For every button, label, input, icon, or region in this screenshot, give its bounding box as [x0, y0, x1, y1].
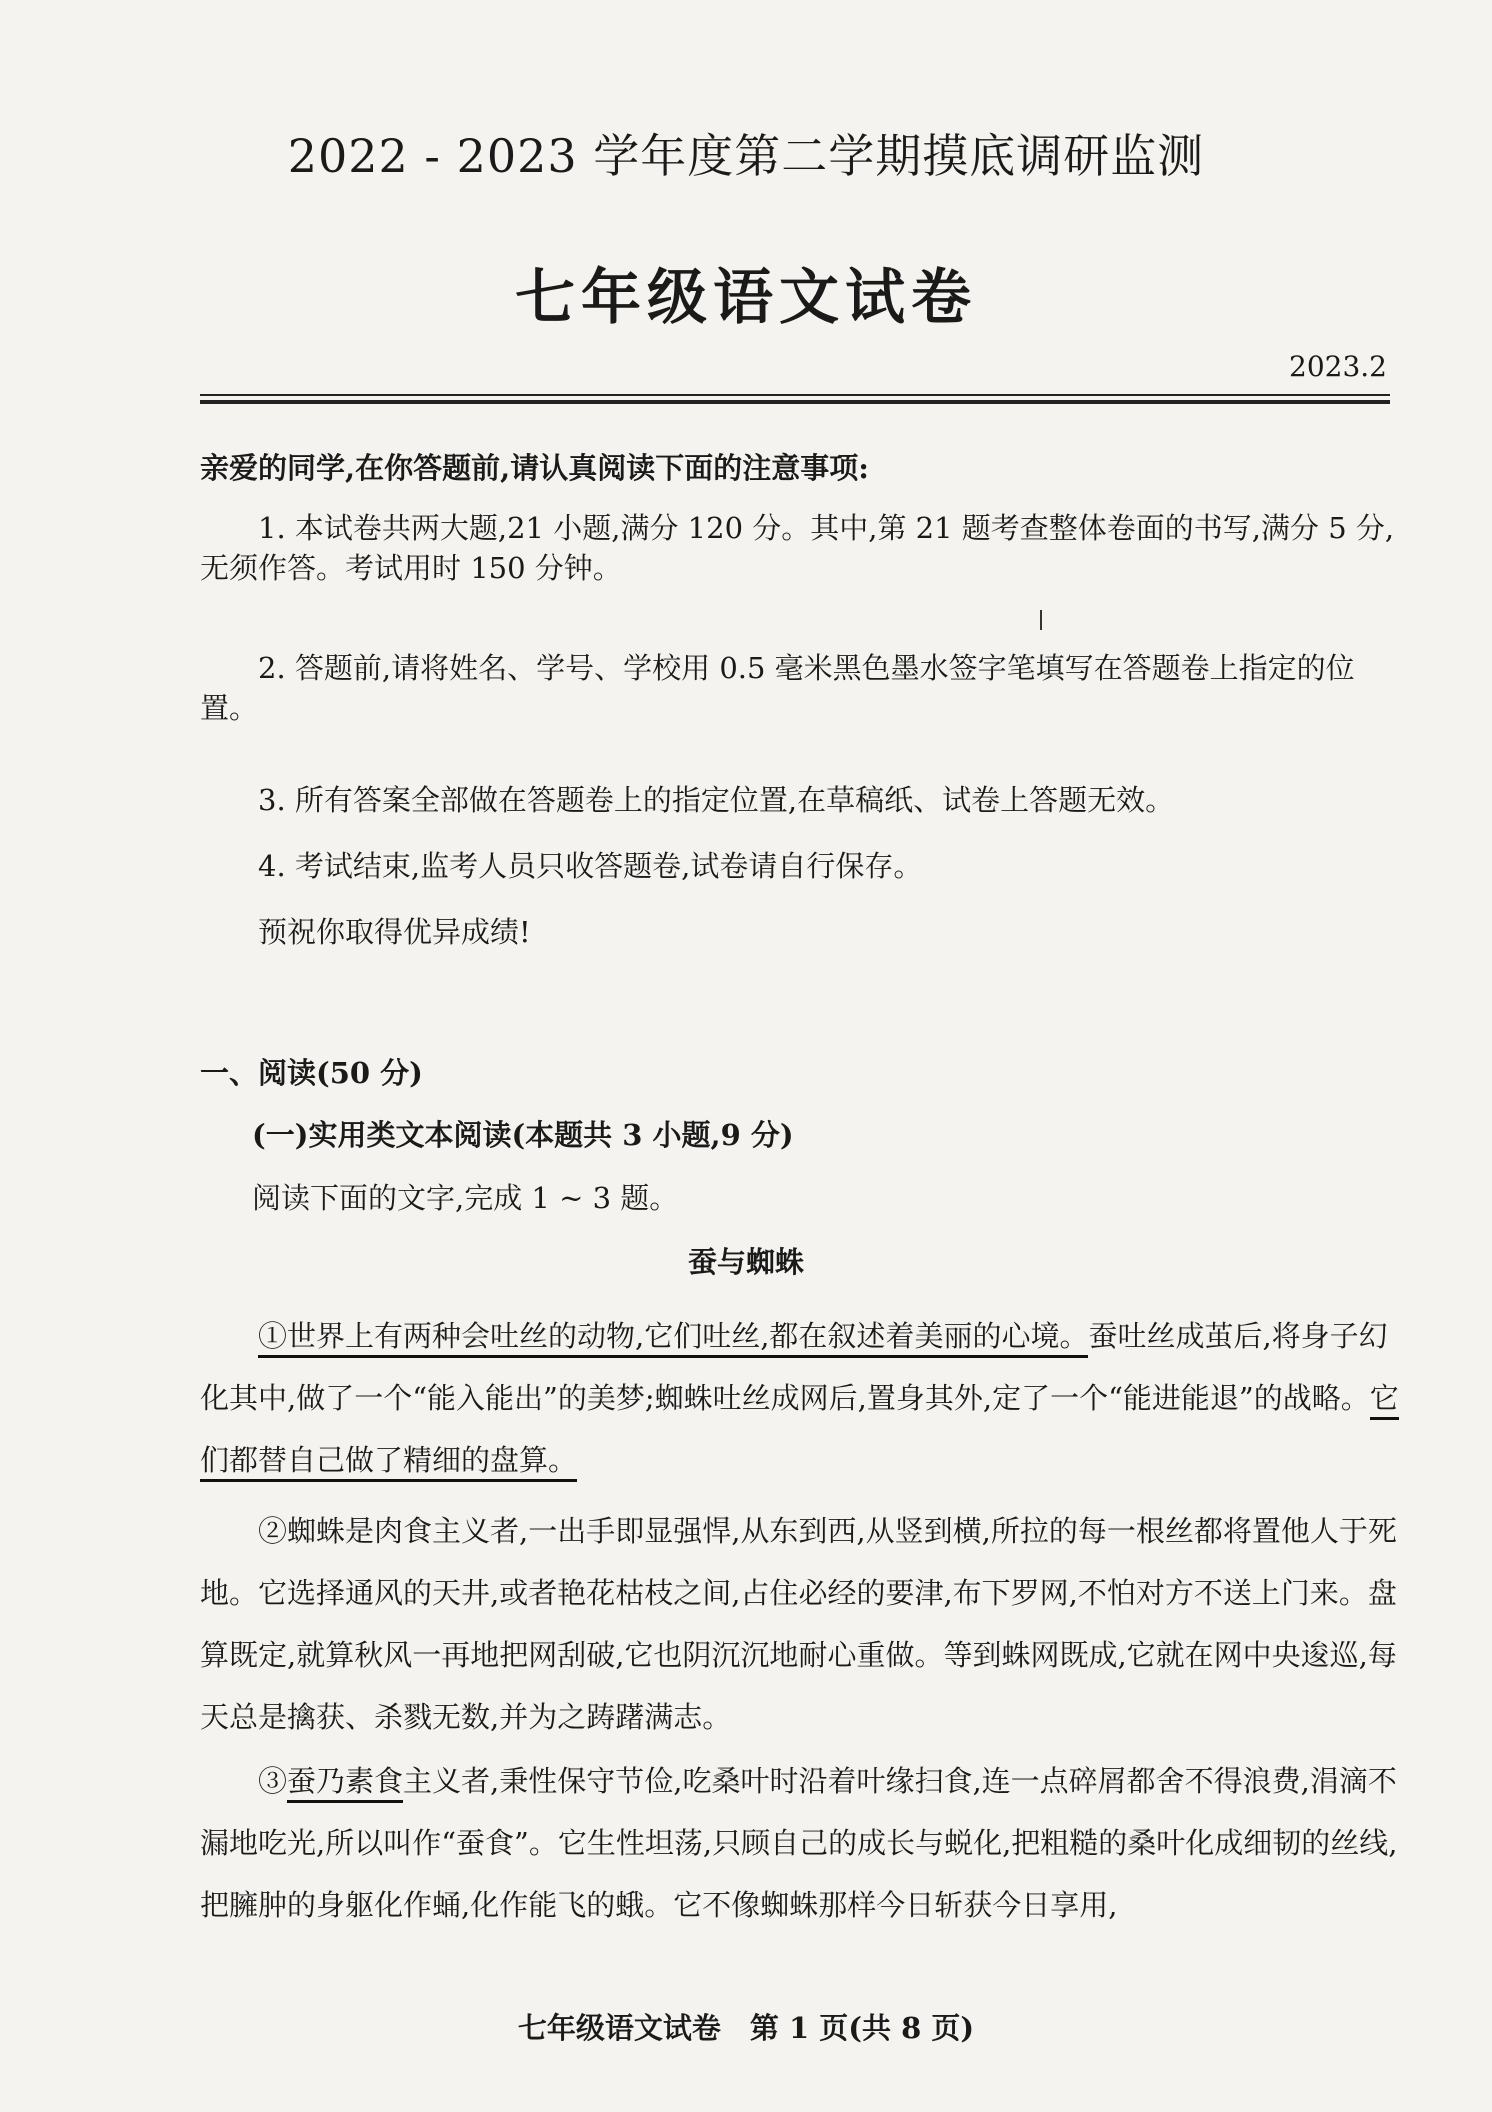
- scan-mark: [1040, 610, 1042, 630]
- notice-closing: 预祝你取得优异成绩!: [258, 915, 531, 949]
- passage-title: 蚕与蜘蛛: [687, 1245, 804, 1279]
- notice-item-2: 2. 答题前,请将姓名、学号、学校用 0.5 毫米黑色墨水签字笔填写在答题卷上指定的位置。: [200, 651, 1355, 725]
- paragraph-text: 主义者,秉性保守节俭,吃桑叶时沿着叶缘扫食,连一点碎屑都舍不得浪费,涓滴不漏地吃光,所以叫作“蚕食”。它生性坦荡,只顾自己的成长与蜕化,把粗糙的桑叶化成细韧的丝线,把臃肿的身躯化作蛹,化作能飞的蛾。它不像蜘蛛那样今日斩获今日享用,: [200, 1764, 1398, 1922]
- underlined-sentence: ①世界上有两种会吐丝的动物,它们吐丝,都在叙述着美丽的心境。: [258, 1319, 1088, 1358]
- exam-subtitle: 七年级语文试卷: [515, 263, 977, 333]
- notice-item-1: 1. 本试卷共两大题,21 小题,满分 120 分。其中,第 21 题考查整体卷面的书写,满分 5 分,无须作答。考试用时 150 分钟。: [200, 511, 1395, 585]
- notice-heading: 亲爱的同学,在你答题前,请认真阅读下面的注意事项:: [200, 451, 869, 485]
- exam-date: 2023.2: [1289, 350, 1387, 383]
- header-rule-thin: [200, 394, 1390, 396]
- reading-instruction: 阅读下面的文字,完成 1 ~ 3 题。: [252, 1181, 679, 1215]
- paragraph-text: 蚕吐丝成茧后,将身子幻化其中,做了一个“能入能出”的美梦;蜘蛛吐丝成网后,置身其外,定了一个“能进能退”的战略。: [200, 1319, 1388, 1415]
- underlined-phrase: 蚕乃素食: [287, 1764, 403, 1803]
- passage-paragraph-2: ②蜘蛛是肉食主义者,一出手即显强悍,从东到西,从竖到横,所拉的每一根丝都将置他人于死地。它选择通风的天井,或者艳花枯枝之间,占住必经的要津,布下罗网,不怕对方不送上门来。盘算既定,就算秋风一再地把网刮破,它也阴沉沉地耐心重做。等到蛛网既成,它就在网中央逡巡,每天总是擒获、杀戮无数,并为之踌躇满志。: [200, 1514, 1397, 1734]
- notice-item-4: 4. 考试结束,监考人员只收答题卷,试卷请自行保存。: [258, 849, 923, 883]
- underlined-sentence: 它们都替自己做了精细的盘算。: [200, 1381, 1399, 1482]
- page-footer: 七年级语文试卷 第 1 页(共 8 页): [517, 2011, 975, 2045]
- header-rule-thick: [200, 400, 1390, 404]
- notice-item-3: 3. 所有答案全部做在答题卷上的指定位置,在草稿纸、试卷上答题无效。: [258, 783, 1175, 817]
- passage-paragraph-3: [200, 1750, 1400, 1936]
- exam-title: 2022 - 2023 学年度第二学期摸底调研监测: [287, 129, 1205, 183]
- paragraph-number: ③: [258, 1764, 288, 1798]
- passage-paragraph-1: [200, 1305, 1400, 1491]
- section-heading: 一、阅读(50 分): [200, 1056, 423, 1090]
- subsection-heading: (一)实用类文本阅读(本题共 3 小题,9 分): [252, 1118, 794, 1152]
